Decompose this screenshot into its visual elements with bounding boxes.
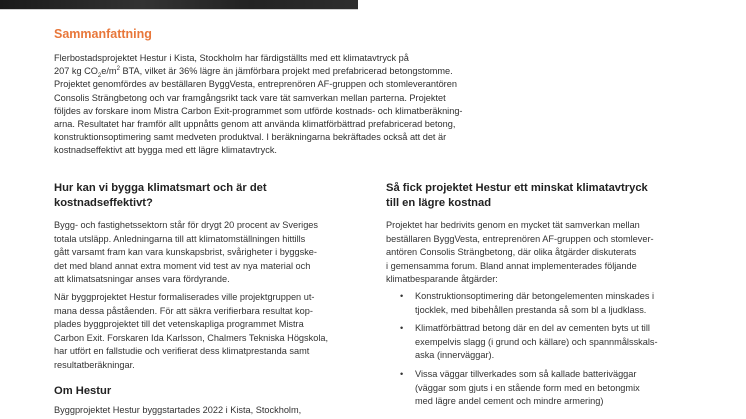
right-section-heading: Så fick projektet Hestur ett minskat klimatavtryck till en lägre kostnad xyxy=(386,182,648,209)
about-body: Byggprojektet Hestur byggstartades 2022 i Kista, Stockholm, xyxy=(54,405,302,415)
list-item: • Vissa väggar tillverkades som så kallade batteriväggar (väggar som gjuts i en stående form med en betongmix med lägre andel cement och mindre armering) xyxy=(400,368,640,407)
summary-line: Consolis Strängbetong och var framgångsrikt tack vare tät samverkan mellan parterna. Projektet xyxy=(54,92,446,103)
bullet-icon: • xyxy=(400,291,404,301)
summary-line: kostnadseffektivt att bygga med ett lägre klimatavtryck. xyxy=(54,145,277,156)
about-heading: Om Hestur xyxy=(54,385,112,397)
left-section-heading: Hur kan vi bygga klimatsmart och är det kostnadseffektivt? xyxy=(54,182,267,209)
bullet-icon: • xyxy=(400,323,404,334)
summary-line: arna. Resultatet har framför allt uppnåtts genom att använda klimatförbättrad prefabricerad betong, xyxy=(54,119,456,130)
summary-line: konstruktionsoptimering samt medveten produktval. I beräkningarna bekräftades också att det är xyxy=(54,132,447,143)
summary-paragraph xyxy=(54,52,534,158)
summary-line: Flerbostadsprojektet Hestur i Kista, Stockholm har färdigställts med ett klimatavtryck på xyxy=(54,53,409,63)
left-section-body: Bygg- och fastighetssektorn står för drygt 20 procent av Sveriges totala utsläpp. Anledningarna till att klimatomställningen hittills gått varsamt fram kan vara kunskapsbrist, svårigheter i byggske- det med bland annat extra moment vid test av nya material och att klimatsatsningar anses vara fördyrande. När byggprojektet Hestur formaliserades ville projektgruppen ut- mana dessa påståenden. För att säkra verifierbara resultat kop- plades byggprojektet till det vetenskapliga programmet Mistra Carbon Exit. Forskaren Ida Karlsson, Chalmers Tekniska Högskola, har utfört en fallstudie och verifierat dess klimatprestanda samt resultatberäkningar. xyxy=(54,220,329,370)
header-photo-strip xyxy=(0,0,358,9)
divider xyxy=(0,9,358,10)
summary-heading: Sammanfattning xyxy=(54,27,152,41)
measures-list xyxy=(386,290,706,414)
list-item: • Klimatförbättrad betong där en del av cementen byts ut till exempelvis slagg (i grund och källare) och spannmålsskals- aska (innerväggar). xyxy=(400,323,658,361)
right-section-body: Projektet har bedrivits genom en mycket tät samverkan mellan beställaren ByggVesta, entreprenören AF-gruppen och stomlever- antören Consolis Strängbetong, där olika åtgärder diskuterats i gemensamma forum. Bland annat implementerades följande klimatbesparande åtgärder: xyxy=(386,220,654,285)
summary-line: Projektet genomfördes av beställaren ByggVesta, entreprenören AF-gruppen och stomleverantören xyxy=(54,79,457,90)
list-item: • Konstruktionsoptimering där betongelementen minskades i tjocklek, med bibehållen prestanda så som bl a ljudklass. xyxy=(400,291,655,315)
summary-line: 207 kg $CO_2e/m^2$ BTA, vilket är 36% lägre än jämförbara projekt med prefabricerad betongstomme. xyxy=(54,66,453,80)
bullet-icon: • xyxy=(400,368,404,379)
summary-line: följdes av forskare inom Mistra Carbon Exit-programmet som utförde kostnads- och klimatberäkning- xyxy=(54,105,463,116)
